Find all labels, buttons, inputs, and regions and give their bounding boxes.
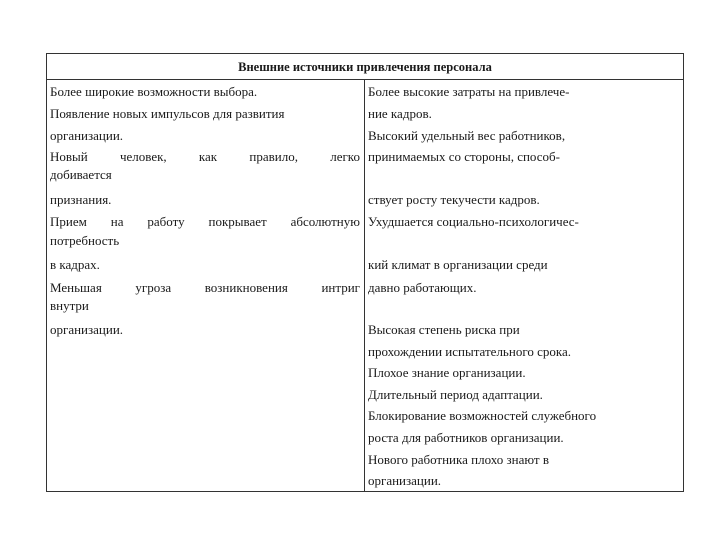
- word: человек,: [119, 149, 167, 164]
- advantage-line: организации.: [50, 322, 124, 337]
- disadvantage-line: Более высокие затраты на привлече-: [368, 84, 570, 99]
- word: правило,: [249, 149, 298, 164]
- table-title: Внешние источники привлечения персонала: [47, 54, 683, 80]
- word: как: [198, 149, 218, 164]
- advantage-line: в кадрах.: [50, 257, 100, 272]
- disadvantage-line: давно работающих.: [368, 280, 477, 295]
- word: работу: [147, 214, 185, 229]
- word: Новый: [50, 149, 88, 164]
- word: Меньшая: [50, 280, 102, 295]
- word: абсолютную: [290, 214, 360, 229]
- disadvantage-line: роста для работников организации.: [368, 430, 564, 445]
- disadvantage-line: организации.: [368, 473, 442, 488]
- word: на: [110, 214, 124, 229]
- word: Прием: [50, 214, 87, 229]
- disadvantages-column: [47, 54, 683, 491]
- word: покрывает: [208, 214, 267, 229]
- advantage-line: потребность: [50, 233, 120, 248]
- advantage-line: добивается: [50, 167, 112, 182]
- advantage-line: внутри: [50, 298, 89, 313]
- disadvantage-line: принимаемых со стороны, способ-: [368, 149, 560, 164]
- disadvantage-line: Блокирование возможностей служебного: [368, 408, 597, 423]
- disadvantage-line: Длительный период адаптации.: [368, 387, 543, 402]
- sources-table: [46, 53, 684, 492]
- word: легко: [330, 149, 360, 164]
- word: возникновения: [204, 280, 288, 295]
- advantage-line: Появление новых импульсов для развития: [50, 106, 285, 121]
- disadvantage-line: ние кадров.: [368, 106, 432, 121]
- disadvantage-line: Высокий удельный вес работников,: [368, 128, 566, 143]
- disadvantage-line: кий климат в организации среди: [368, 257, 548, 272]
- advantage-line: Более широкие возможности выбора.: [50, 84, 258, 99]
- word: угроза: [135, 280, 172, 295]
- disadvantage-line: Плохое знание организации.: [368, 365, 526, 380]
- disadvantage-line: Высокая степень риска при: [368, 322, 520, 337]
- disadvantage-line: ствует росту текучести кадров.: [368, 192, 540, 207]
- advantage-line: организации.: [50, 128, 124, 143]
- disadvantage-line: прохождении испытательного срока.: [368, 344, 571, 359]
- advantage-line: признания.: [50, 192, 112, 207]
- word: интриг: [321, 280, 360, 295]
- disadvantage-line: Ухудшается социально-психологичес-: [368, 214, 579, 229]
- disadvantage-line: Нового работника плохо знают в: [368, 452, 549, 467]
